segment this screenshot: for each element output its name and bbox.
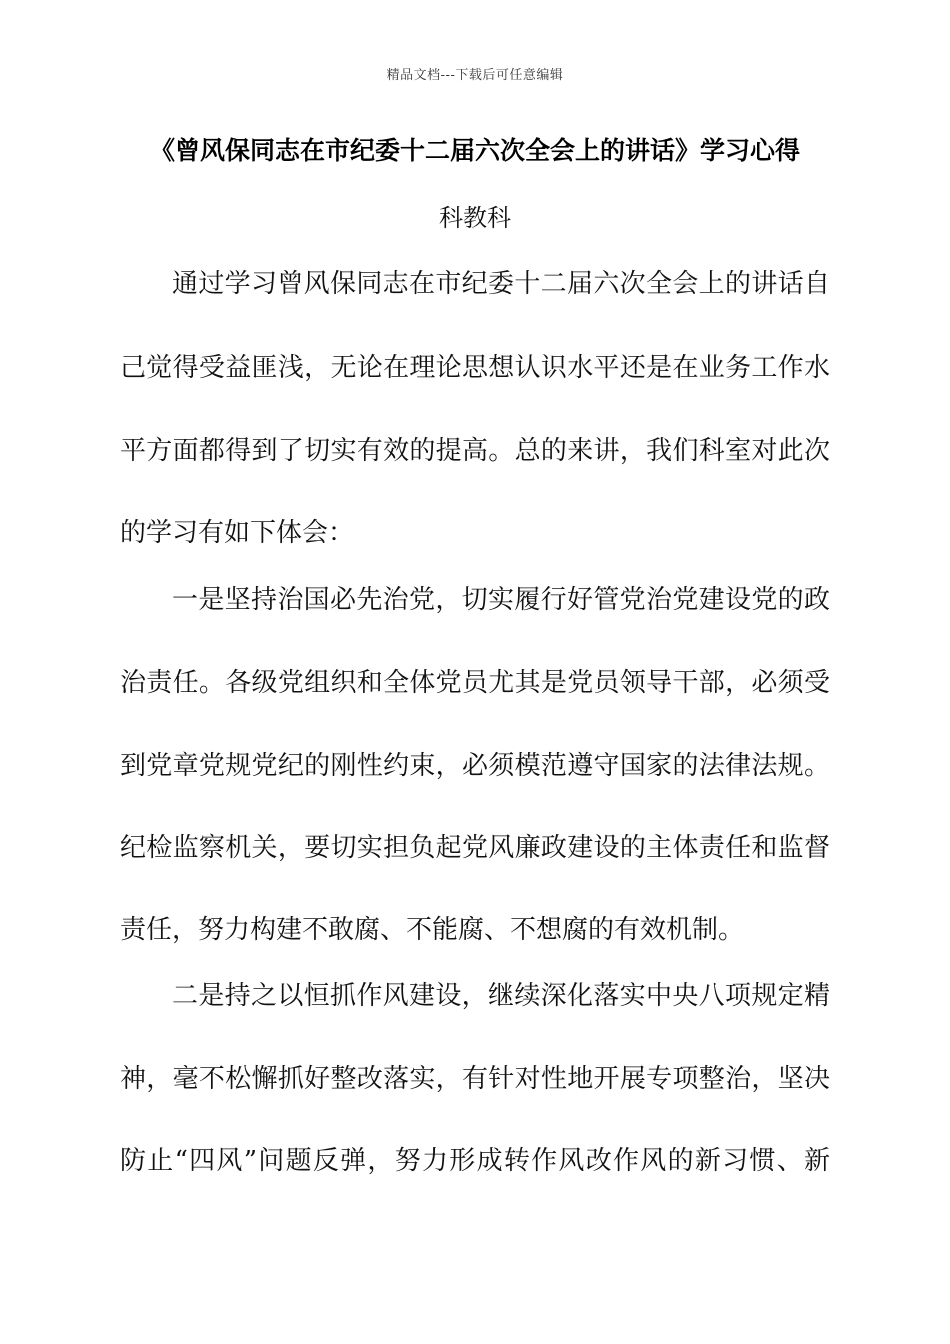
- paragraph-1-line-3: 平方面都得到了切实有效的提高。总的来讲，我们科室对此次: [120, 436, 830, 466]
- document-title: 《曾风保同志在市纪委十二届六次全会上的讲话》学习心得: [149, 136, 800, 165]
- paragraph-2-line-2: 治责任。各级党组织和全体党员尤其是党员领导干部，必须受: [120, 668, 830, 698]
- paragraph-1-line-1: 通过学习曾风保同志在市纪委十二届六次全会上的讲话自: [172, 269, 830, 299]
- paragraph-3-line-3: 防止“四风”问题反弹，努力形成转作风改作风的新习惯、新: [120, 1146, 830, 1176]
- page-header: 精品文档---下载后可任意编辑: [386, 68, 564, 83]
- paragraph-2-line-4: 纪检监察机关，要切实担负起党风廉政建设的主体责任和监督: [120, 833, 830, 863]
- paragraph-2-line-5: 责任，努力构建不敢腐、不能腐、不想腐的有效机制。: [120, 915, 745, 945]
- paragraph-3-line-1: 二是持之以恒抓作风建设，继续深化落实中央八项规定精: [172, 981, 830, 1011]
- document-author: 科教科: [439, 204, 511, 232]
- paragraph-2-line-3: 到党章党规党纪的刚性约束，必须模范遵守国家的法律法规。: [120, 751, 830, 781]
- paragraph-1-line-4: 的学习有如下体会：: [120, 518, 355, 548]
- paragraph-2-line-1: 一是坚持治国必先治党，切实履行好管党治党建设党的政: [172, 585, 830, 615]
- paragraph-3-line-2: 神，毫不松懈抓好整改落实，有针对性地开展专项整治，坚决: [120, 1064, 830, 1094]
- paragraph-1-line-2: 己觉得受益匪浅，无论在理论思想认识水平还是在业务工作水: [120, 353, 830, 383]
